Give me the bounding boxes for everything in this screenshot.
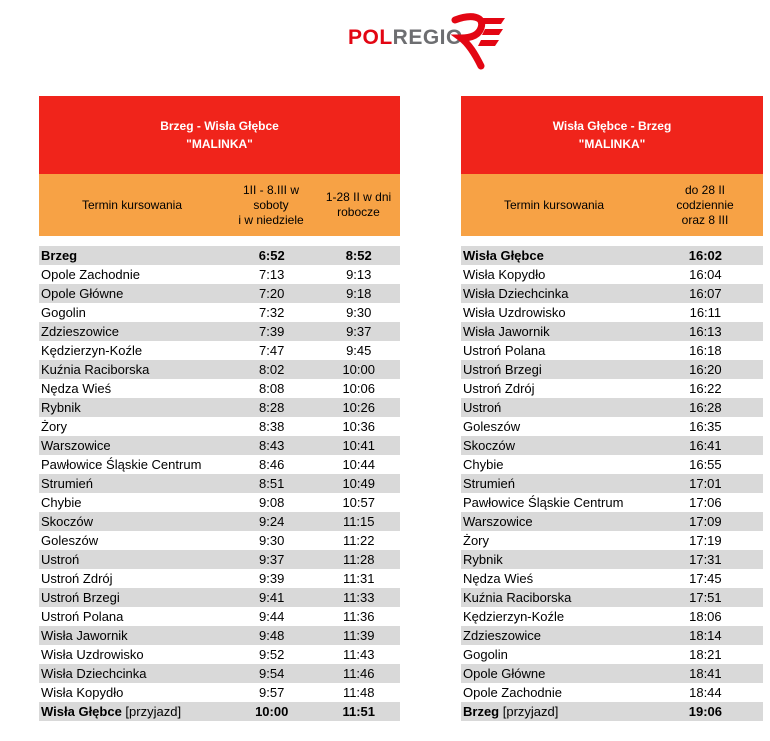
table-row — [39, 493, 400, 512]
column-header-workdays: 1-28 II w dni robocze — [325, 190, 392, 219]
table-row — [461, 512, 763, 531]
table-row — [39, 246, 400, 265]
station-name: Opole Główne — [463, 666, 546, 681]
table-row — [461, 645, 763, 664]
timetable-column-headers — [461, 174, 763, 236]
departure-time: 9:30 — [259, 533, 285, 548]
table-row — [461, 417, 763, 436]
station-name: Kuźnia Raciborska — [41, 362, 150, 377]
station-name: Kędzierzyn-Koźle — [463, 609, 565, 624]
table-row — [461, 474, 763, 493]
departure-time: 18:41 — [689, 666, 722, 681]
station-name: Skoczów — [41, 514, 94, 529]
departure-time: 9:54 — [259, 666, 285, 681]
table-row — [461, 531, 763, 550]
table-row — [39, 664, 400, 683]
station-name: Ustroń — [463, 400, 502, 415]
departure-time: 11:39 — [342, 628, 375, 643]
station-name: Wisła Kopydło — [41, 685, 124, 700]
table-row — [39, 379, 400, 398]
station-name: Goleszów — [41, 533, 99, 548]
departure-time: 16:13 — [689, 324, 722, 339]
table-row — [461, 493, 763, 512]
table-row — [461, 322, 763, 341]
table-row — [39, 322, 400, 341]
station-name: Nędza Wieś — [41, 381, 112, 396]
table-row — [39, 303, 400, 322]
column-header-daily: do 28 II codziennie oraz 8 III — [676, 182, 734, 227]
station-name: Wisła Dziechcinka — [41, 666, 147, 681]
departure-time: 10:00 — [255, 704, 289, 719]
departure-time: 11:31 — [342, 571, 375, 586]
departure-time: 17:31 — [689, 552, 722, 567]
station-name: Wisła Jawornik — [41, 628, 128, 643]
station-name: Opole Główne — [41, 286, 124, 301]
table-row — [461, 341, 763, 360]
table-row — [39, 645, 400, 664]
departure-time: 11:36 — [342, 609, 375, 624]
station-name: Chybie — [463, 457, 504, 472]
table-row — [461, 683, 763, 702]
station-name: Ustroń Brzegi — [41, 590, 120, 605]
departure-time: 9:18 — [346, 286, 372, 301]
table-row — [461, 436, 763, 455]
departure-time: 16:28 — [689, 400, 722, 415]
departure-time: 9:08 — [259, 495, 285, 510]
station-name: Nędza Wieś — [463, 571, 534, 586]
station-name: Zdzieszowice — [41, 324, 120, 339]
station-name: Gogolin — [463, 647, 508, 662]
departure-time: 18:44 — [689, 685, 722, 700]
departure-time: 9:30 — [346, 305, 372, 320]
departure-time: 18:21 — [689, 647, 722, 662]
table-row — [39, 474, 400, 493]
departure-time: 10:57 — [342, 495, 375, 510]
departure-time: 8:02 — [259, 362, 285, 377]
table-row — [39, 588, 400, 607]
departure-time: 9:24 — [259, 514, 285, 529]
station-name: Ustroń Polana — [463, 343, 546, 358]
departure-time: 11:46 — [342, 666, 375, 681]
station-name: Wisła Dziechcinka — [463, 286, 569, 301]
departure-time: 10:49 — [342, 476, 375, 491]
departure-time: 11:22 — [342, 533, 375, 548]
departure-time: 9:41 — [259, 590, 285, 605]
departure-time: 9:37 — [346, 324, 372, 339]
table-row — [39, 417, 400, 436]
table-row — [39, 626, 400, 645]
timetable-wisla-brzeg — [461, 96, 763, 721]
departure-time: 9:45 — [346, 343, 372, 358]
column-header-termin: Termin kursowania — [81, 197, 183, 212]
station-name: Ustroń Polana — [41, 609, 124, 624]
table-row — [461, 664, 763, 683]
station-name: Opole Zachodnie — [41, 267, 141, 282]
table-row — [39, 607, 400, 626]
table-row — [461, 626, 763, 645]
departure-time: 16:22 — [689, 381, 722, 396]
departure-time: 16:02 — [688, 248, 722, 263]
logo-wordmark: POLREGIO — [348, 26, 463, 49]
departure-time: 16:41 — [689, 438, 722, 453]
departure-time: 11:33 — [342, 590, 375, 605]
departure-time: 18:06 — [689, 609, 722, 624]
departure-time: 16:18 — [689, 343, 722, 358]
table-row — [39, 360, 400, 379]
station-name: Skoczów — [463, 438, 516, 453]
table-row — [461, 550, 763, 569]
departure-time: 10:00 — [342, 362, 375, 377]
table-row — [461, 360, 763, 379]
departure-time: 8:28 — [259, 400, 285, 415]
station-name: Gogolin — [41, 305, 86, 320]
departure-time: 16:20 — [689, 362, 722, 377]
table-row — [461, 455, 763, 474]
station-name: Brzeg [przyjazd] — [463, 704, 559, 719]
table-row — [461, 398, 763, 417]
departure-time: 7:32 — [259, 305, 285, 320]
station-name: Rybnik — [463, 552, 503, 567]
station-name: Wisła Głębce — [463, 248, 544, 263]
timetable-brzeg-wisla — [39, 96, 400, 721]
departure-time: 7:39 — [259, 324, 285, 339]
station-name: Pawłowice Śląskie Centrum — [41, 457, 202, 472]
departure-time: 17:51 — [689, 590, 722, 605]
table-row — [461, 588, 763, 607]
station-name: Wisła Jawornik — [463, 324, 550, 339]
departure-time: 16:55 — [689, 457, 722, 472]
table-row — [39, 398, 400, 417]
table-row — [39, 550, 400, 569]
station-name: Ustroń Zdrój — [41, 571, 113, 586]
table-row — [461, 379, 763, 398]
station-name: Goleszów — [463, 419, 521, 434]
departure-time: 17:09 — [689, 514, 722, 529]
departure-time: 9:37 — [259, 552, 285, 567]
table-row — [39, 455, 400, 474]
polregio-emblem-icon — [451, 10, 507, 70]
station-name: Wisła Głębce [przyjazd] — [41, 704, 182, 719]
departure-time: 10:41 — [342, 438, 375, 453]
table-row — [39, 569, 400, 588]
table-row — [39, 284, 400, 303]
departure-time: 7:20 — [259, 286, 285, 301]
table-row — [461, 246, 763, 265]
departure-time: 9:44 — [259, 609, 285, 624]
station-name: Rybnik — [41, 400, 81, 415]
station-name: Warszowice — [41, 438, 111, 453]
departure-time: 9:57 — [259, 685, 285, 700]
table-row — [39, 683, 400, 702]
departure-time: 8:08 — [259, 381, 285, 396]
column-header-termin: Termin kursowania — [503, 197, 605, 212]
departure-time: 8:43 — [259, 438, 285, 453]
table-row — [461, 607, 763, 626]
departure-time: 17:19 — [689, 533, 722, 548]
station-name: Wisła Kopydło — [463, 267, 546, 282]
departure-time: 8:38 — [259, 419, 285, 434]
departure-time: 8:51 — [259, 476, 285, 491]
departure-time: 10:36 — [342, 419, 375, 434]
departure-time: 18:14 — [689, 628, 722, 643]
table-row — [461, 284, 763, 303]
column-header-weekend: 1II - 8.III w soboty i w niedziele — [238, 182, 304, 227]
departure-time: 17:45 — [689, 571, 722, 586]
table-row — [39, 531, 400, 550]
table-row — [39, 436, 400, 455]
table-row — [461, 303, 763, 322]
station-name: Kędzierzyn-Koźle — [41, 343, 143, 358]
station-name: Żory — [463, 533, 489, 548]
table-row — [39, 512, 400, 531]
station-name: Opole Zachodnie — [463, 685, 563, 700]
station-name: Ustroń — [41, 552, 80, 567]
departure-time: 11:43 — [342, 647, 375, 662]
timetable-column-headers — [39, 174, 400, 236]
departure-time: 16:35 — [689, 419, 722, 434]
station-name: Żory — [41, 419, 67, 434]
departure-time: 16:07 — [689, 286, 722, 301]
table-row — [39, 341, 400, 360]
station-name: Wisła Uzdrowisko — [41, 647, 144, 662]
departure-time: 16:04 — [689, 267, 722, 282]
departure-time: 7:47 — [259, 343, 285, 358]
departure-time: 10:44 — [342, 457, 375, 472]
departure-time: 8:52 — [345, 248, 372, 263]
station-name: Zdzieszowice — [463, 628, 542, 643]
departure-time: 10:26 — [342, 400, 375, 415]
departure-time: 16:11 — [689, 305, 722, 320]
timetable-rows — [39, 246, 400, 721]
station-name: Strumień — [41, 476, 94, 491]
departure-time: 11:48 — [342, 685, 375, 700]
departure-time: 11:28 — [342, 552, 375, 567]
station-name: Ustroń Zdrój — [463, 381, 535, 396]
station-name: Chybie — [41, 495, 82, 510]
table-row — [461, 569, 763, 588]
departure-time: 8:46 — [259, 457, 285, 472]
table-row — [39, 265, 400, 284]
departure-time: 11:51 — [342, 704, 375, 719]
departure-time: 9:48 — [259, 628, 285, 643]
station-name: Wisła Uzdrowisko — [463, 305, 566, 320]
departure-time: 11:15 — [342, 514, 375, 529]
departure-time: 17:06 — [689, 495, 722, 510]
station-name: Kuźnia Raciborska — [463, 590, 572, 605]
timetable-title: Wisła Głębce - Brzeg "MALINKA" — [461, 96, 763, 174]
departure-time: 6:52 — [258, 248, 285, 263]
station-name: Brzeg — [41, 248, 78, 263]
departure-time: 19:06 — [688, 704, 722, 719]
table-row — [461, 702, 763, 721]
timetable-title: Brzeg - Wisła Głębce "MALINKA" — [39, 96, 400, 174]
departure-time: 7:13 — [259, 267, 285, 282]
departure-time: 9:13 — [346, 267, 372, 282]
station-name: Pawłowice Śląskie Centrum — [463, 495, 624, 510]
station-name: Warszowice — [463, 514, 533, 529]
timetable-rows — [461, 246, 763, 721]
station-name: Strumień — [463, 476, 516, 491]
departure-time: 9:39 — [259, 571, 285, 586]
table-row — [461, 265, 763, 284]
departure-time: 10:06 — [342, 381, 375, 396]
polregio-logo — [348, 10, 518, 70]
table-row — [39, 702, 400, 721]
station-name: Ustroń Brzegi — [463, 362, 542, 377]
departure-time: 9:52 — [259, 647, 285, 662]
departure-time: 17:01 — [689, 476, 722, 491]
